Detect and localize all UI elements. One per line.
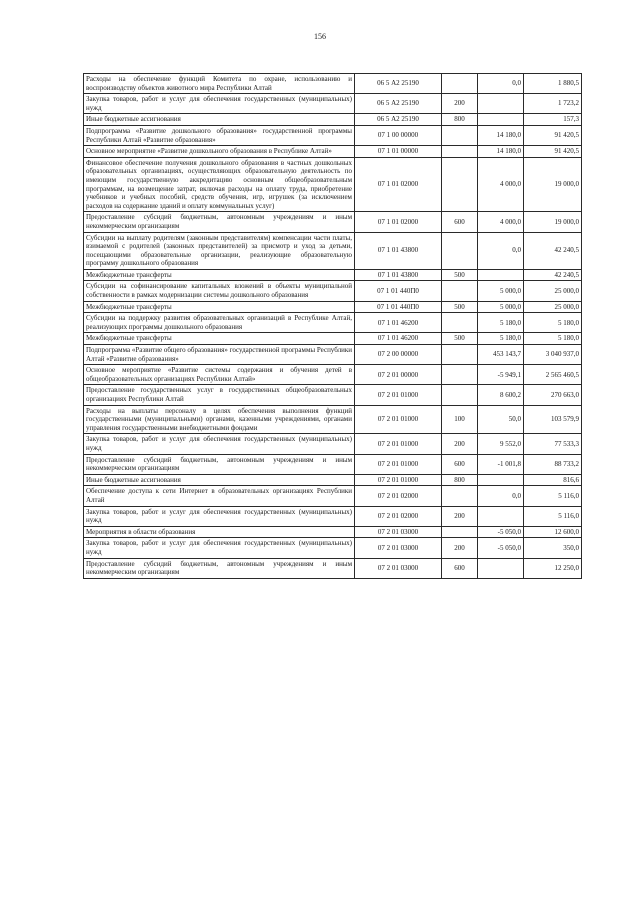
amendment-amount-cell: 5 180,0 xyxy=(478,313,524,333)
total-amount-cell: 1 723,2 xyxy=(524,94,582,114)
expense-type-cell xyxy=(442,486,478,506)
expense-type-cell: 200 xyxy=(442,94,478,114)
table-row xyxy=(84,74,582,94)
expense-type-cell xyxy=(442,313,478,333)
total-amount-cell: 42 240,5 xyxy=(524,232,582,269)
table-row xyxy=(84,212,582,232)
table-row xyxy=(84,333,582,345)
amendment-amount-cell xyxy=(478,558,524,578)
amendment-amount-cell: -5 050,0 xyxy=(478,538,524,558)
row-name-cell: Предоставление субсидий бюджетным, автономным учреждениям и иным некоммерческим организациям xyxy=(84,454,355,474)
row-name-cell: Финансовое обеспечение получения дошкольного образования в частных дошкольных образовательных организациях, осуществляющих образовательную деятельность по имеющим государственную аккредитацию основным общеобразовательным программам, на возмещение затрат, включая расходы на оплату труда, приобретение учебников и учебных пособий, средств обучения, игр, игрушек (за исключением расходов на содержание зданий и оплату коммунальных услуг) xyxy=(84,157,355,212)
total-amount-cell: 19 000,0 xyxy=(524,212,582,232)
row-name-cell: Предоставление субсидий бюджетным, автономным учреждениям и иным некоммерческим организациям xyxy=(84,212,355,232)
target-code-cell: 07 1 01 43800 xyxy=(355,269,442,281)
amendment-amount-cell xyxy=(478,506,524,526)
expense-type-cell xyxy=(442,526,478,538)
table-row xyxy=(84,558,582,578)
total-amount-cell: 270 663,0 xyxy=(524,385,582,405)
target-code-cell: 07 2 01 02000 xyxy=(355,506,442,526)
amendment-amount-cell xyxy=(478,474,524,486)
table-row xyxy=(84,232,582,269)
amendment-amount-cell: 9 552,0 xyxy=(478,434,524,454)
total-amount-cell: 5 180,0 xyxy=(524,333,582,345)
total-amount-cell: 5 180,0 xyxy=(524,313,582,333)
expense-type-cell: 200 xyxy=(442,538,478,558)
row-name-cell: Межбюджетные трансферты xyxy=(84,301,355,313)
expense-type-cell xyxy=(442,146,478,158)
table-row xyxy=(84,506,582,526)
target-code-cell: 07 2 01 01000 xyxy=(355,405,442,434)
table-row xyxy=(84,345,582,365)
target-code-cell: 07 2 00 00000 xyxy=(355,345,442,365)
total-amount-cell: 77 533,3 xyxy=(524,434,582,454)
total-amount-cell: 91 420,5 xyxy=(524,125,582,145)
table-row xyxy=(84,269,582,281)
row-name-cell: Расходы на обеспечение функций Комитета по охране, использованию и воспроизводству объектов животного мира Республики Алтай xyxy=(84,74,355,94)
expense-type-cell xyxy=(442,345,478,365)
amendment-amount-cell: 5 000,0 xyxy=(478,301,524,313)
row-name-cell: Обеспечение доступа к сети Интернет в образовательных организациях Республики Алтай xyxy=(84,486,355,506)
total-amount-cell: 12 600,0 xyxy=(524,526,582,538)
expense-type-cell xyxy=(442,385,478,405)
row-name-cell: Субсидии на поддержку развития образовательных организаций в Республике Алтай, реализующих программы дошкольного образования xyxy=(84,313,355,333)
target-code-cell: 07 1 01 43800 xyxy=(355,232,442,269)
row-name-cell: Предоставление государственных услуг в государственных общеобразовательных организациях Республики Алтай xyxy=(84,385,355,405)
total-amount-cell: 350,0 xyxy=(524,538,582,558)
total-amount-cell: 25 000,0 xyxy=(524,301,582,313)
table-row xyxy=(84,281,582,301)
total-amount-cell: 157,3 xyxy=(524,114,582,126)
target-code-cell: 07 1 01 02000 xyxy=(355,212,442,232)
amendment-amount-cell: 0,0 xyxy=(478,232,524,269)
target-code-cell: 07 2 01 02000 xyxy=(355,486,442,506)
target-code-cell: 06 5 А2 25190 xyxy=(355,74,442,94)
total-amount-cell: 88 733,2 xyxy=(524,454,582,474)
table-row xyxy=(84,474,582,486)
target-code-cell: 06 5 А2 25190 xyxy=(355,94,442,114)
amendment-amount-cell: 4 000,0 xyxy=(478,157,524,212)
amendment-amount-cell: 50,0 xyxy=(478,405,524,434)
amendment-amount-cell: 4 000,0 xyxy=(478,212,524,232)
amendment-amount-cell: 5 000,0 xyxy=(478,281,524,301)
expense-type-cell: 600 xyxy=(442,558,478,578)
total-amount-cell: 91 420,5 xyxy=(524,146,582,158)
expense-type-cell: 200 xyxy=(442,506,478,526)
row-name-cell: Межбюджетные трансферты xyxy=(84,333,355,345)
table-row xyxy=(84,94,582,114)
target-code-cell: 07 1 01 02000 xyxy=(355,157,442,212)
table-row xyxy=(84,526,582,538)
amendment-amount-cell xyxy=(478,114,524,126)
table-row xyxy=(84,454,582,474)
table-row xyxy=(84,385,582,405)
row-name-cell: Субсидии на софинансирование капитальных вложений в объекты муниципальной собственности в рамках модернизации системы дошкольного образования xyxy=(84,281,355,301)
expense-type-cell: 500 xyxy=(442,333,478,345)
row-name-cell: Субсидии на выплату родителям (законным представителям) компенсации части платы, взимаемой с родителей (законных представителей) за присмотр и уход за детьми, посещающими образовательные организации, реализующие образовательную программу дошкольного образования xyxy=(84,232,355,269)
amendment-amount-cell: 0,0 xyxy=(478,74,524,94)
total-amount-cell: 5 116,0 xyxy=(524,486,582,506)
expense-type-cell: 800 xyxy=(442,474,478,486)
table-row xyxy=(84,301,582,313)
row-name-cell: Предоставление субсидий бюджетным, автономным учреждениям и иным некоммерческим организациям xyxy=(84,558,355,578)
row-name-cell: Закупка товаров, работ и услуг для обеспечения государственных (муниципальных) нужд xyxy=(84,94,355,114)
page-number: 156 xyxy=(314,32,326,41)
total-amount-cell: 19 000,0 xyxy=(524,157,582,212)
table-row xyxy=(84,114,582,126)
expense-type-cell: 200 xyxy=(442,434,478,454)
expense-type-cell: 800 xyxy=(442,114,478,126)
row-name-cell: Подпрограмма «Развитие дошкольного образования» государственной программы Республики Алтай «Развитие образования» xyxy=(84,125,355,145)
total-amount-cell: 1 880,5 xyxy=(524,74,582,94)
row-name-cell: Подпрограмма «Развитие общего образования» государственной программы Республики Алтай «Развитие образования» xyxy=(84,345,355,365)
row-name-cell: Расходы на выплаты персоналу в целях обеспечения выполнения функций государственными (муниципальными) органами, казенными учреждениями, органами управления государственными внебюджетными фондами xyxy=(84,405,355,434)
row-name-cell: Закупка товаров, работ и услуг для обеспечения государственных (муниципальных) нужд xyxy=(84,434,355,454)
table-row xyxy=(84,538,582,558)
table-row xyxy=(84,157,582,212)
expense-type-cell xyxy=(442,232,478,269)
expense-type-cell xyxy=(442,125,478,145)
target-code-cell: 07 1 00 00000 xyxy=(355,125,442,145)
target-code-cell: 07 1 01 440П0 xyxy=(355,281,442,301)
expense-type-cell: 600 xyxy=(442,454,478,474)
expense-type-cell: 100 xyxy=(442,405,478,434)
total-amount-cell: 25 000,0 xyxy=(524,281,582,301)
target-code-cell: 07 1 01 00000 xyxy=(355,146,442,158)
amendment-amount-cell xyxy=(478,269,524,281)
row-name-cell: Иные бюджетные ассигнования xyxy=(84,114,355,126)
target-code-cell: 07 1 01 46200 xyxy=(355,313,442,333)
expense-type-cell xyxy=(442,157,478,212)
row-name-cell: Основное мероприятие «Развитие дошкольного образования в Республике Алтай» xyxy=(84,146,355,158)
table-row xyxy=(84,365,582,385)
row-name-cell: Закупка товаров, работ и услуг для обеспечения государственных (муниципальных) нужд xyxy=(84,506,355,526)
table-row xyxy=(84,125,582,145)
target-code-cell: 06 5 А2 25190 xyxy=(355,114,442,126)
row-name-cell: Основное мероприятие «Развитие системы содержания и обучения детей в общеобразовательных организациях Республики Алтай» xyxy=(84,365,355,385)
amendment-amount-cell: 8 600,2 xyxy=(478,385,524,405)
target-code-cell: 07 2 01 00000 xyxy=(355,365,442,385)
total-amount-cell: 42 240,5 xyxy=(524,269,582,281)
budget-table xyxy=(83,73,582,579)
expense-type-cell xyxy=(442,74,478,94)
total-amount-cell: 2 565 460,5 xyxy=(524,365,582,385)
expense-type-cell xyxy=(442,281,478,301)
row-name-cell: Закупка товаров, работ и услуг для обеспечения государственных (муниципальных) нужд xyxy=(84,538,355,558)
expense-type-cell: 500 xyxy=(442,269,478,281)
table-row xyxy=(84,313,582,333)
row-name-cell: Мероприятия в области образования xyxy=(84,526,355,538)
table-row xyxy=(84,405,582,434)
total-amount-cell: 816,6 xyxy=(524,474,582,486)
target-code-cell: 07 1 01 440П0 xyxy=(355,301,442,313)
total-amount-cell: 103 579,9 xyxy=(524,405,582,434)
total-amount-cell: 5 116,0 xyxy=(524,506,582,526)
target-code-cell: 07 2 01 01000 xyxy=(355,474,442,486)
target-code-cell: 07 2 01 01000 xyxy=(355,434,442,454)
amendment-amount-cell: 0,0 xyxy=(478,486,524,506)
total-amount-cell: 12 250,0 xyxy=(524,558,582,578)
table-row xyxy=(84,486,582,506)
amendment-amount-cell: -1 001,8 xyxy=(478,454,524,474)
amendment-amount-cell: 14 180,0 xyxy=(478,146,524,158)
row-name-cell: Межбюджетные трансферты xyxy=(84,269,355,281)
amendment-amount-cell: -5 050,0 xyxy=(478,526,524,538)
amendment-amount-cell: 14 180,0 xyxy=(478,125,524,145)
target-code-cell: 07 2 01 03000 xyxy=(355,526,442,538)
amendment-amount-cell: -5 949,1 xyxy=(478,365,524,385)
table-row xyxy=(84,434,582,454)
row-name-cell: Иные бюджетные ассигнования xyxy=(84,474,355,486)
target-code-cell: 07 2 01 01000 xyxy=(355,385,442,405)
expense-type-cell: 600 xyxy=(442,212,478,232)
target-code-cell: 07 2 01 03000 xyxy=(355,558,442,578)
expense-type-cell xyxy=(442,365,478,385)
amendment-amount-cell xyxy=(478,94,524,114)
total-amount-cell: 3 040 937,0 xyxy=(524,345,582,365)
amendment-amount-cell: 5 180,0 xyxy=(478,333,524,345)
target-code-cell: 07 2 01 03000 xyxy=(355,538,442,558)
table-row xyxy=(84,146,582,158)
target-code-cell: 07 1 01 46200 xyxy=(355,333,442,345)
amendment-amount-cell: 453 143,7 xyxy=(478,345,524,365)
expense-type-cell: 500 xyxy=(442,301,478,313)
target-code-cell: 07 2 01 01000 xyxy=(355,454,442,474)
